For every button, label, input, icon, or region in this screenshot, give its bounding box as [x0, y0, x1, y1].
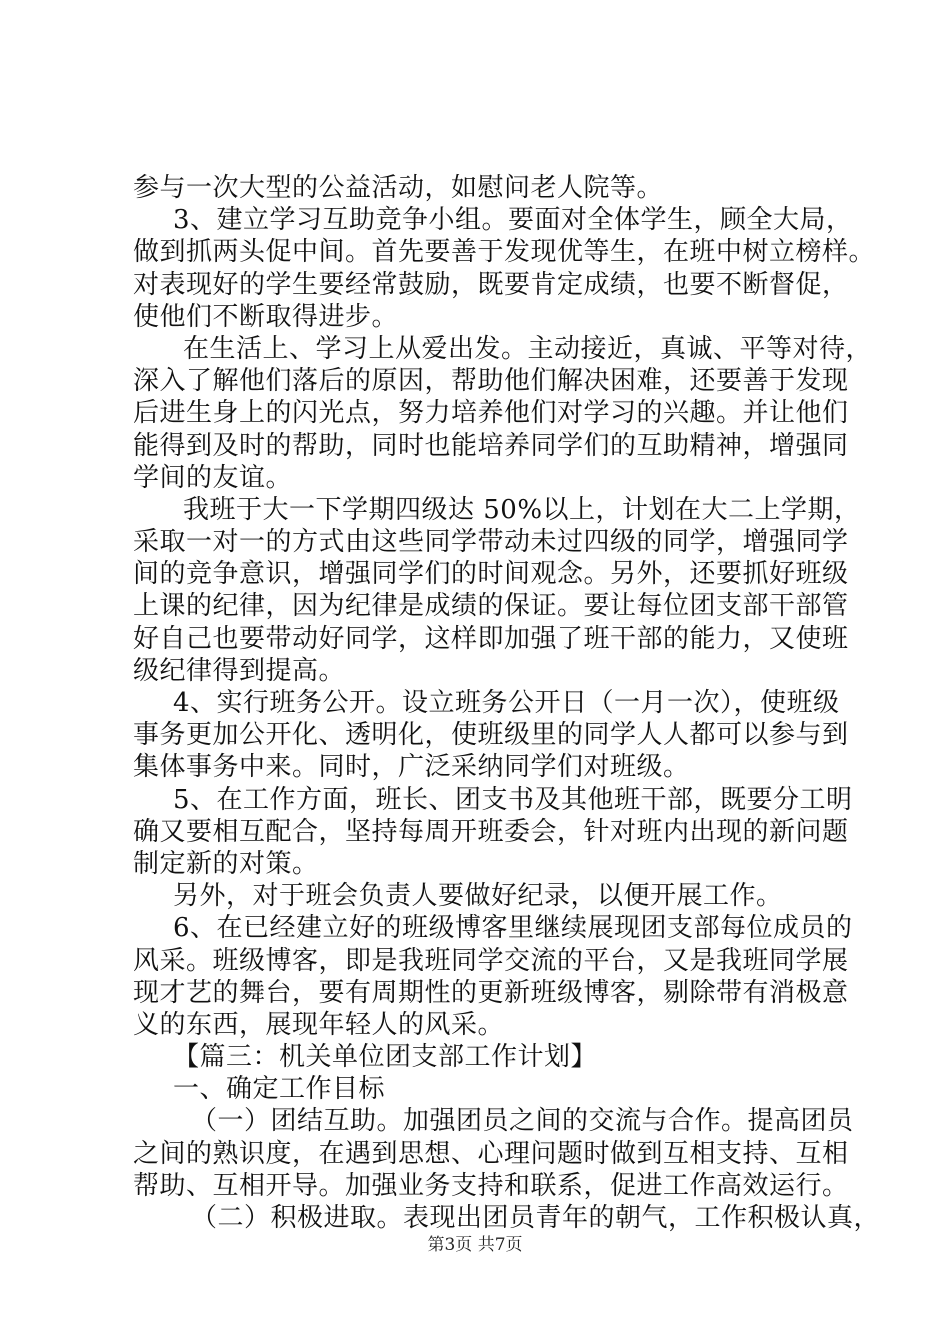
text-line: 采取一对一的方式由这些同学带动未过四级的同学，增强同学 [133, 527, 849, 558]
text-line: 6、在已经建立好的班级博客里继续展现团支部每位成员的 [173, 913, 853, 944]
text-line: 制定新的对策。 [133, 848, 319, 879]
text-line: 好自己也要带动好同学，这样即加强了班干部的能力，又使班 [133, 623, 849, 654]
text-line: 级纪律得到提高。 [133, 655, 346, 686]
section-heading: 【篇三：机关单位团支部工作计划】 [173, 1042, 598, 1073]
text-line: 间的竞争意识，增强同学们的时间观念。另外，还要抓好班级 [133, 559, 849, 590]
text-line: （一）团结互助。加强团员之间的交流与合作。提高团员 [191, 1106, 854, 1137]
text-line: （二）积极进取。表现出团员青年的朝气，工作积极认真， [191, 1203, 881, 1233]
page-number: 第3页 共7页 [427, 1235, 523, 1255]
text-line: 之间的熟识度，在遇到思想、心理问题时做到互相支持、互相 [133, 1138, 849, 1169]
text-line: 义的东西，展现年轻人的风采。 [133, 1009, 505, 1040]
subsection-heading: 一、确定工作目标 [173, 1074, 386, 1105]
text-line: 深入了解他们落后的原因，帮助他们解决困难，还要善于发现 [133, 366, 849, 397]
text-line: 集体事务中来。同时，广泛采纳同学们对班级。 [133, 752, 690, 783]
text-line: 参与一次大型的公益活动，如慰问老人院等。 [133, 173, 664, 203]
text-line: 风采。班级博客，即是我班同学交流的平台，又是我班同学展 [133, 945, 849, 976]
document-body [133, 172, 881, 1234]
text-line: 后进生身上的闪光点，努力培养他们对学习的兴趣。并让他们 [133, 398, 849, 429]
text-line: 4、实行班务公开。设立班务公开日（一月一次），使班级 [173, 688, 840, 718]
text-line: 3、建立学习互助竞争小组。要面对全体学生，顾全大局， [173, 205, 853, 236]
text-line: 上课的纪律，因为纪律是成绩的保证。要让每位团支部干部管 [133, 591, 849, 622]
text-line: 事务更加公开化、透明化，使班级里的同学人人都可以参与到 [133, 720, 849, 751]
text-line: 帮助、互相开导。加强业务支持和联系，促进工作高效运行。 [133, 1170, 849, 1201]
text-line: 做到抓两头促中间。首先要善于发现优等生，在班中树立榜样。 [133, 237, 876, 268]
text-line: 另外，对于班会负责人要做好纪录，以便开展工作。 [173, 881, 783, 912]
text-line: 在生活上、学习上从爱出发。主动接近，真诚、平等对待， [183, 333, 873, 364]
text-line: 确又要相互配合，坚持每周开班委会，针对班内出现的新问题 [133, 816, 849, 847]
text-line: 学间的友谊。 [133, 462, 293, 493]
text-line: 我班于大一下学期四级达 50%以上，计划在大二上学期， [183, 494, 861, 525]
text-line: 现才艺的舞台，要有周期性的更新班级博客，剔除带有消极意 [133, 977, 849, 1008]
text-line: 5、在工作方面，班长、团支书及其他班干部，既要分工明 [173, 784, 853, 815]
text-line: 能得到及时的帮助，同时也能培养同学们的互助精神，增强同 [133, 430, 849, 461]
text-line: 对表现好的学生要经常鼓励，既要肯定成绩，也要不断督促， [133, 269, 849, 300]
text-line: 使他们不断取得进步。 [133, 301, 399, 332]
